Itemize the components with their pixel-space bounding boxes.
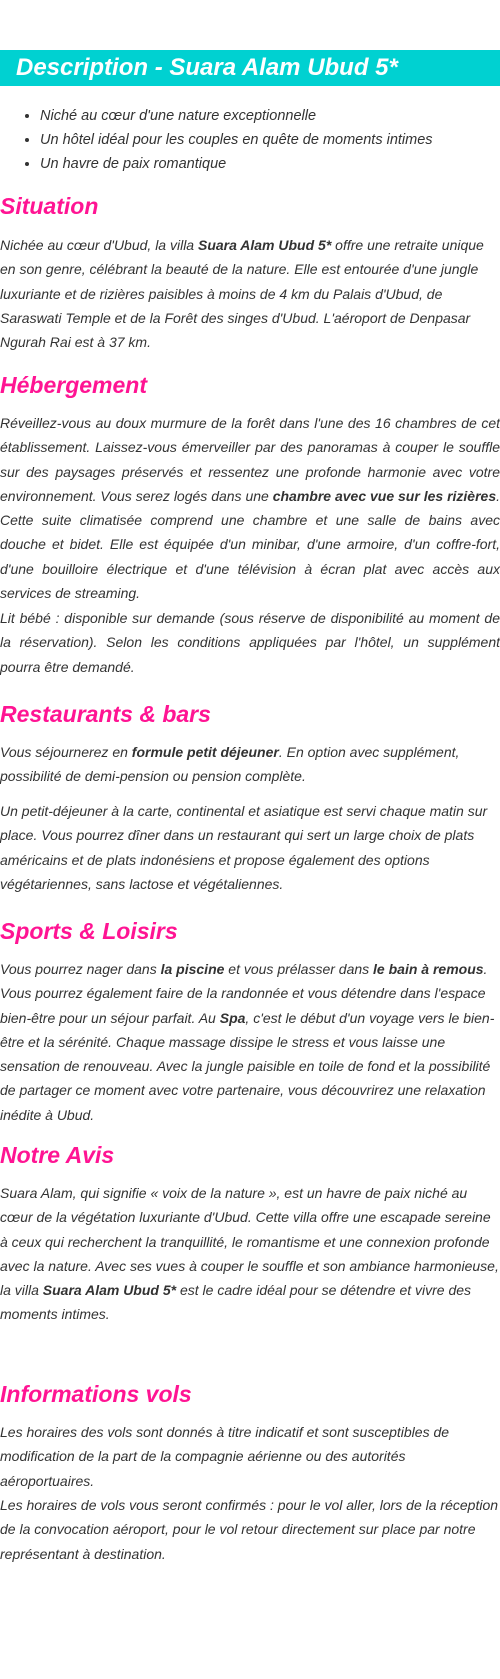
highlights-list [24,104,433,176]
sports-paragraph: Vous pourrez nager dans la piscine et vous prélasser dans le bain à remous. Vous pourrez également faire de la randonnée et vous détendre dans l'espace bien-être pour un séjour parfait. Au Spa, c'est le début d'un voyage vers le bien-être et la sérénité. Chaque massage dissipe le stress et vous laisse une sensation de renouveau. Avec la jungle paisible en toile de fond et la possibilité de partager ce moment avec votre partenaire, vous découvrirez une relaxation inédite à Ubud. [0,961,495,1123]
restaurants-paragraph-1: Vous séjournerez en formule petit déjeuner. En option avec supplément, possibilité de demi-pension ou pension complète. [0,744,460,785]
list-item: • Niché au cœur d'une nature exceptionnelle [40,104,433,128]
description-banner [0,50,500,86]
formula-bold: formule petit déjeuner [131,744,279,760]
room-type-bold: chambre avec vue sur les rizières [272,487,497,504]
section-title-hebergement: Hébergement [0,372,147,398]
hotel-name-bold: Suara Alam Ubud 5* [197,237,332,253]
section-title-vols: Informations vols [0,1381,192,1407]
hebergement-paragraph-1: Réveillez-vous au doux murmure de la forêt dans l'une des 16 chambres de cet établissement. Laissez-vous émerveiller par des panoramas à couper le souffle sur des paysages préservés et ressentez une profonde harmonie avec votre environnement. Vous serez logés dans une chambre avec vue sur les rizières. Cette suite climatisée comprend une chambre et une salle de bains avec douche et bidet. Elle est équipée d'un minibar, d'une armoire, d'un coffre-fort, d'une bouilloire électrique et d'une télévision à écran plat avec accès aux services de streaming. [0,415,500,602]
restaurants-paragraph-2: Un petit-déjeuner à la carte, continental et asiatique est servi chaque matin sur place. Vous pourrez dîner dans un restaurant qui sert un large choix de plats américains et de plats indonésiens et propose également des options végétariennes, sans lactose et végétaliennes. [0,803,488,892]
vols-paragraph-2: Les horaires de vols vous seront confirmés : pour le vol aller, lors de la réception de la convocation aéroport, pour le vol retour directement sur place par notre représentant à destination. [0,1497,499,1562]
section-title-avis: Notre Avis [0,1142,115,1168]
section-title-sports: Sports & Loisirs [0,918,178,944]
section-title-situation: Situation [0,193,99,219]
hebergement-paragraph-2: Lit bébé : disponible sur demande (sous réserve de disponibilité au moment de la réservation). Selon les conditions appliquées par l'hôtel, un supplément pourra être demandé. [0,610,500,675]
pool-bold: la piscine [160,961,225,977]
list-item: • Un hôtel idéal pour les couples en quête de moments intimes [40,128,433,152]
hotel-name-bold: Suara Alam Ubud 5* [42,1282,177,1299]
page-title: Description - Suara Alam Ubud 5* [16,54,398,81]
situation-paragraph: Nichée au cœur d'Ubud, la villa Suara Alam Ubud 5* offre une retraite unique en son genre, célébrant la beauté de la nature. Elle est entourée d'une jungle luxuriante et de rizières paisibles à moins de 4 km du Palais d'Ubud, de Saraswati Temple et de la Forêt des singes d'Ubud. L'aéroport de Denpasar Ngurah Rai est à 37 km. [0,237,484,351]
section-title-restaurants: Restaurants & bars [0,701,211,727]
vols-paragraph-1: Les horaires des vols sont donnés à titre indicatif et sont susceptibles de modification de la part de la compagnie aérienne ou des autorités aéroportuaires. [0,1424,450,1489]
spa-bold: Spa [219,1009,246,1026]
avis-paragraph: Suara Alam, qui signifie « voix de la nature », est un havre de paix niché au cœur de la végétation luxuriante d'Ubud. Cette villa offre une escapade sereine à ceux qui recherchent la tranquillité, le romantisme et une connexion profonde avec la nature. Avec ses vues à couper le souffle et son ambiance harmonieuse, la villa Suara Alam Ubud 5* est le cadre idéal pour se détendre et vivre des moments intimes. [0,1185,499,1323]
hot-tub-bold: le bain à remous [373,961,484,977]
list-item: • Un havre de paix romantique [40,152,433,176]
